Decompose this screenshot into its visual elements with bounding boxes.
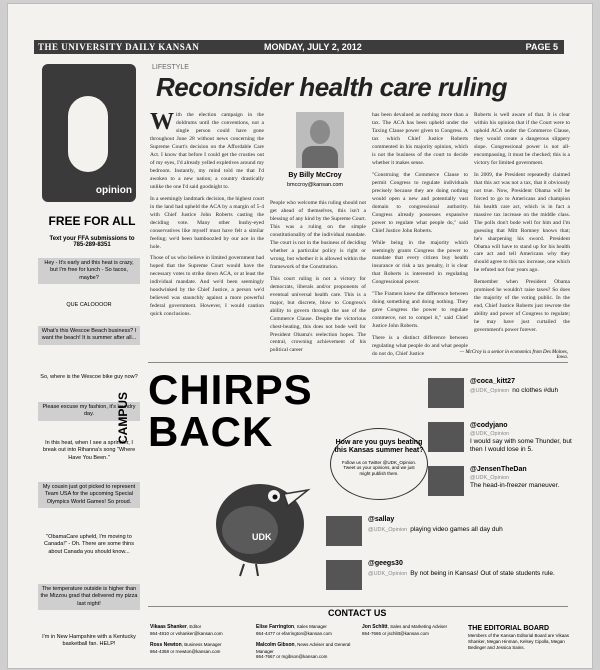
twitter-bird-icon: [204, 460, 314, 580]
bird-legs: [240, 564, 258, 576]
masthead: THE UNIVERSITY DAILY KANSAN: [38, 42, 200, 52]
author-photo: [296, 112, 344, 168]
article-paragraph: Those of us who believe in limited government had hoped that the Supreme Court would have the necessary votes to strike down ACA, or at least the individual mandate. And we'd been seemingly hoodwinked by the Chief Justice, a person we'd believed was staunchly against a more powerful federal government. However, I would caution quick conclusions.: [150, 255, 264, 318]
page-number: PAGE 5: [525, 42, 558, 52]
byline: By Billy McCroy: [288, 172, 342, 179]
article-column-4: [474, 112, 570, 339]
tweet-handle[interactable]: @coca_kitt27: [470, 378, 515, 385]
ffa-item: Hey - It's early and this heat is crazy, but I'm free for lunch - So tacos, maybe?: [38, 258, 140, 284]
chirps-title: CHIRPS: [148, 366, 313, 413]
ffa-subtitle: Text your FFA submissions to 785-289-8351: [49, 236, 135, 248]
staff-contact[interactable]: 864-7666 or jschlitt@kansan.com: [362, 630, 429, 636]
board-text: Members of the Kansan Editorial Board are Vikaas Shanker, Megan Hinman, Kelsey Cipolla, Megan Bedinger and Jessica Sains.: [468, 633, 569, 650]
staff-contact[interactable]: 864-4358 or rnewton@kansan.com: [150, 648, 221, 654]
tweet-avatar: [428, 378, 464, 408]
tweet-avatar: [428, 422, 464, 452]
article-paragraph: There is a distinct difference between regulating what people do and what people do not do, Chief Justice: [372, 335, 468, 358]
issue-date: MONDAY, JULY 2, 2012: [264, 42, 362, 52]
ffa-item: My cousin just got picked to represent Team USA for the upcoming Special Olympics World Games! So proud.: [38, 482, 140, 508]
tweet-avatar: [428, 466, 464, 496]
tweet-mention[interactable]: @UDK_Opinion: [470, 475, 510, 481]
ffa-item: The temperature outside is higher than the Mizzou grad that delivered my pizza last night!: [38, 584, 140, 610]
back-title: BACK: [148, 408, 274, 455]
article-paragraph: In 2009, the President repeatedly claimed that this act was not a tax, that it obviously not true. Now, President Obama will be forced to go to Americans and champion his health care act, which is in fact a massive tax increase on the middle class. The polls don't bode well for him and I'm guessing that Mitt Romney knows that; he's sharpening his sword. President Obama will have to stand up for his health care act and tell Americans why they should agree to this tax increase, one which he refuted not four years ago.: [474, 171, 570, 274]
ffa-item: What's this Wescoe Beach business? I want the beach! It is summer after all...: [38, 326, 140, 345]
tweet: [428, 422, 578, 462]
tweet-mention[interactable]: @UDK_Opinion: [368, 571, 408, 577]
article-paragraph: People who welcome this ruling should not get ahead of themselves, this isn't a blessing of any kind by the Supreme Court. This was a ruling on the simple constitutionality of the individual mandate. The court is not in the business of deciding whether a particular policy is right or wrong, but whether it is allowed within the framework of the Constitution.: [270, 200, 366, 270]
tweet-text: @UDK_Opinion By not being in Kansas! Out of state students rule.: [368, 570, 555, 577]
tweet-mention[interactable]: @UDK_Opinion: [470, 388, 510, 394]
ffa-title: FREE FOR ALL: [48, 214, 136, 228]
tweet: [428, 466, 578, 506]
photo-face: [310, 120, 330, 144]
lifestyle-label: LIFESTYLE: [152, 64, 189, 71]
staff-contact[interactable]: 864-4477 or efarrington@kansan.com: [256, 630, 332, 636]
logo-o-hole: [68, 96, 108, 172]
staff-entry: Malcolm Gibson, News Adviser and General Manager 864-7667 or mgibson@kansan.com: [256, 642, 351, 660]
article-paragraph: This court ruling is not a victory for democrats, liberals and/or proponents of eventual universal health care. This is a major, but discrete, blow to Congress's ability to govern through the use of the Commerce Clause. Despite the victorious chest-beating, this does not bode well for President Obama's reelection hopes. The central, crowning achievement of his political career: [270, 275, 366, 354]
article-paragraph: Remember when President Obama promised he wouldn't raise taxes? So does the majority of the voting public. In the end, Chief Justice Roberts just rewrote the ability and power of Congress to regulate; he may have just curtailed the government's power forever.: [474, 279, 570, 334]
author-email[interactable]: bmccroy@kansan.com: [286, 182, 344, 188]
ffa-item: In this heat, when I see a sprinkler, I break out into Rihanna's song "Where Have You Been.": [42, 440, 136, 461]
staff-entry: Ross Newton, Business Manager 864-4358 or rnewton@kansan.com: [150, 642, 222, 654]
tweet-text: I would say with some Thunder, but then I would lose in 5.: [470, 438, 572, 454]
article-column-3: [372, 112, 468, 363]
author-credit: — McCroy is a senior in economics from Des Moines, Iowa.: [459, 350, 568, 360]
author-box: [272, 112, 358, 198]
staff-entry: Vikaas Shanker, Editor 864-4810 or vshanker@kansan.com: [150, 624, 223, 636]
section-divider: [148, 362, 568, 363]
tweet-text: The head-in-freezer maneuver.: [470, 482, 560, 489]
tweet: [326, 560, 566, 600]
contact-title: CONTACT US: [328, 608, 387, 618]
tweet-mention[interactable]: @UDK_Opinion: [470, 431, 510, 437]
tweet-avatar: [326, 560, 362, 590]
staff-entry: Jon Schlitt, Sales and Marketing Adviser 864-7666 or jschlitt@kansan.com: [362, 624, 448, 636]
ffa-item: I'm in New Hampshire with a Kentucky basketball fan. HELP!: [42, 634, 136, 648]
headline: Reconsider health care ruling: [156, 72, 508, 102]
question-bubble: [330, 428, 428, 500]
staff-contact[interactable]: 864-4810 or vshanker@kansan.com: [150, 630, 223, 636]
section-label: opinion: [95, 185, 132, 196]
article-paragraph: "The Framers knew the difference between doing something and doing nothing. They gave Congress the power to regulate commerce, not to compel it," said Chief Justice John Roberts.: [372, 291, 468, 330]
bubble-question: How are you guys beating this Kansas summer heat?: [334, 439, 424, 455]
article-column-2: [270, 200, 366, 359]
staff-entry: Elise Farrington, Sales Manager 864-4477 or efarrington@kansan.com: [256, 624, 332, 636]
tweet: [428, 378, 578, 412]
ffa-item: QUE CALOOOOR: [66, 302, 112, 308]
article-paragraph: "Construing the Commerce Clause to permit Congress to regulate individuals precisely because they are doing nothing would open a new and potentially vast domain to congressional authority. Congress already possesses expansive power to regulate what people do," said Chief Justice John Roberts.: [372, 171, 468, 234]
page-header: [34, 40, 564, 54]
tweet-handle[interactable]: @geegs30: [368, 560, 403, 567]
campus-label: [116, 424, 130, 444]
article-paragraph: Roberts is well aware of that. It is clear within his opinion that if the Court were to uphold ACA under the Commerce Clause, they would create a dangerous slippery slope. Congressional power is not all-encompassing, it must be checked; this is a victory for limited government.: [474, 112, 570, 166]
drop-cap: W: [150, 109, 174, 135]
article-paragraph: has been devalued as nothing more than a tax. The ACA has been upheld under the Taxing Clause power given to Congress. A tax which Chief Justice Roberts commented in his majority opinion, which is not the business of the court to decide whether it makes sense.: [372, 112, 468, 166]
tweet-handle[interactable]: @codyjano: [470, 422, 508, 429]
tweet-text: @UDK_Opinion playing video games all day duh: [368, 526, 503, 533]
ffa-item: "ObamaCare upheld, I'm moving to Canada!" - Oh. There are some thins about Canada you should know...: [44, 534, 134, 555]
newspaper-page: [8, 4, 592, 668]
board-title: THE EDITORIAL BOARD: [468, 625, 550, 632]
bird-tag: UDK: [252, 532, 272, 542]
tweet-handle[interactable]: @sallay: [368, 516, 395, 523]
tweet-mention[interactable]: @UDK_Opinion: [368, 527, 408, 533]
article-paragraph: With the election campaign in the doldrums until the conventions, not a single person could have gone throughout June 28 without news concerning the Supreme Court's decision on the Affordable Care Act. I know that before I could get the crusties out of my eyes, I'd already yelled expletives around my bedroom. Instantly, my mind told me that I'd awoken to a new nation; a country drastically unlike the one I'd said goodnight to.: [150, 109, 264, 190]
opinion-logo: [42, 64, 136, 202]
bubble-subtext: Follow us on Twitter @UDK_Opinion. Tweet us your opinions, and we just might publish them.: [341, 459, 417, 477]
tweet: [326, 516, 566, 556]
ffa-item: Please excuse my fashion, it's laundry day.: [38, 402, 140, 421]
ffa-item: So, where is the Wescoe bike guy now?: [40, 374, 138, 380]
staff-contact[interactable]: 864-7667 or mgibson@kansan.com: [256, 654, 328, 660]
article-paragraph: In a seemingly landmark decision, the highest court in the land had upheld the ACA by a margin of 5-4 with Chief Justice John Roberts casting the deciding vote. Many other bushy-eyed conservatives like myself must have felt a similar feeling; we'd been bamboozled by our ace in the hole.: [150, 195, 264, 250]
tweet-text: @UDK_Opinion no clothes #duh: [470, 387, 559, 394]
bird-wing: [222, 506, 278, 554]
article-paragraph: While being in the majority which seemingly grants Congress the power to mandate that every citizen buy health insurance or risk a tax penalty, it is clear that Roberts is interested in regulating Congressional power.: [372, 239, 468, 286]
article-column-1: [150, 109, 264, 323]
photo-body: [302, 146, 338, 168]
tweet-handle[interactable]: @JensenTheDan: [470, 466, 527, 473]
tweet-avatar: [326, 516, 362, 546]
bird-pupil: [273, 495, 278, 500]
editorial-board: [468, 624, 578, 651]
contact-divider: [148, 606, 568, 607]
